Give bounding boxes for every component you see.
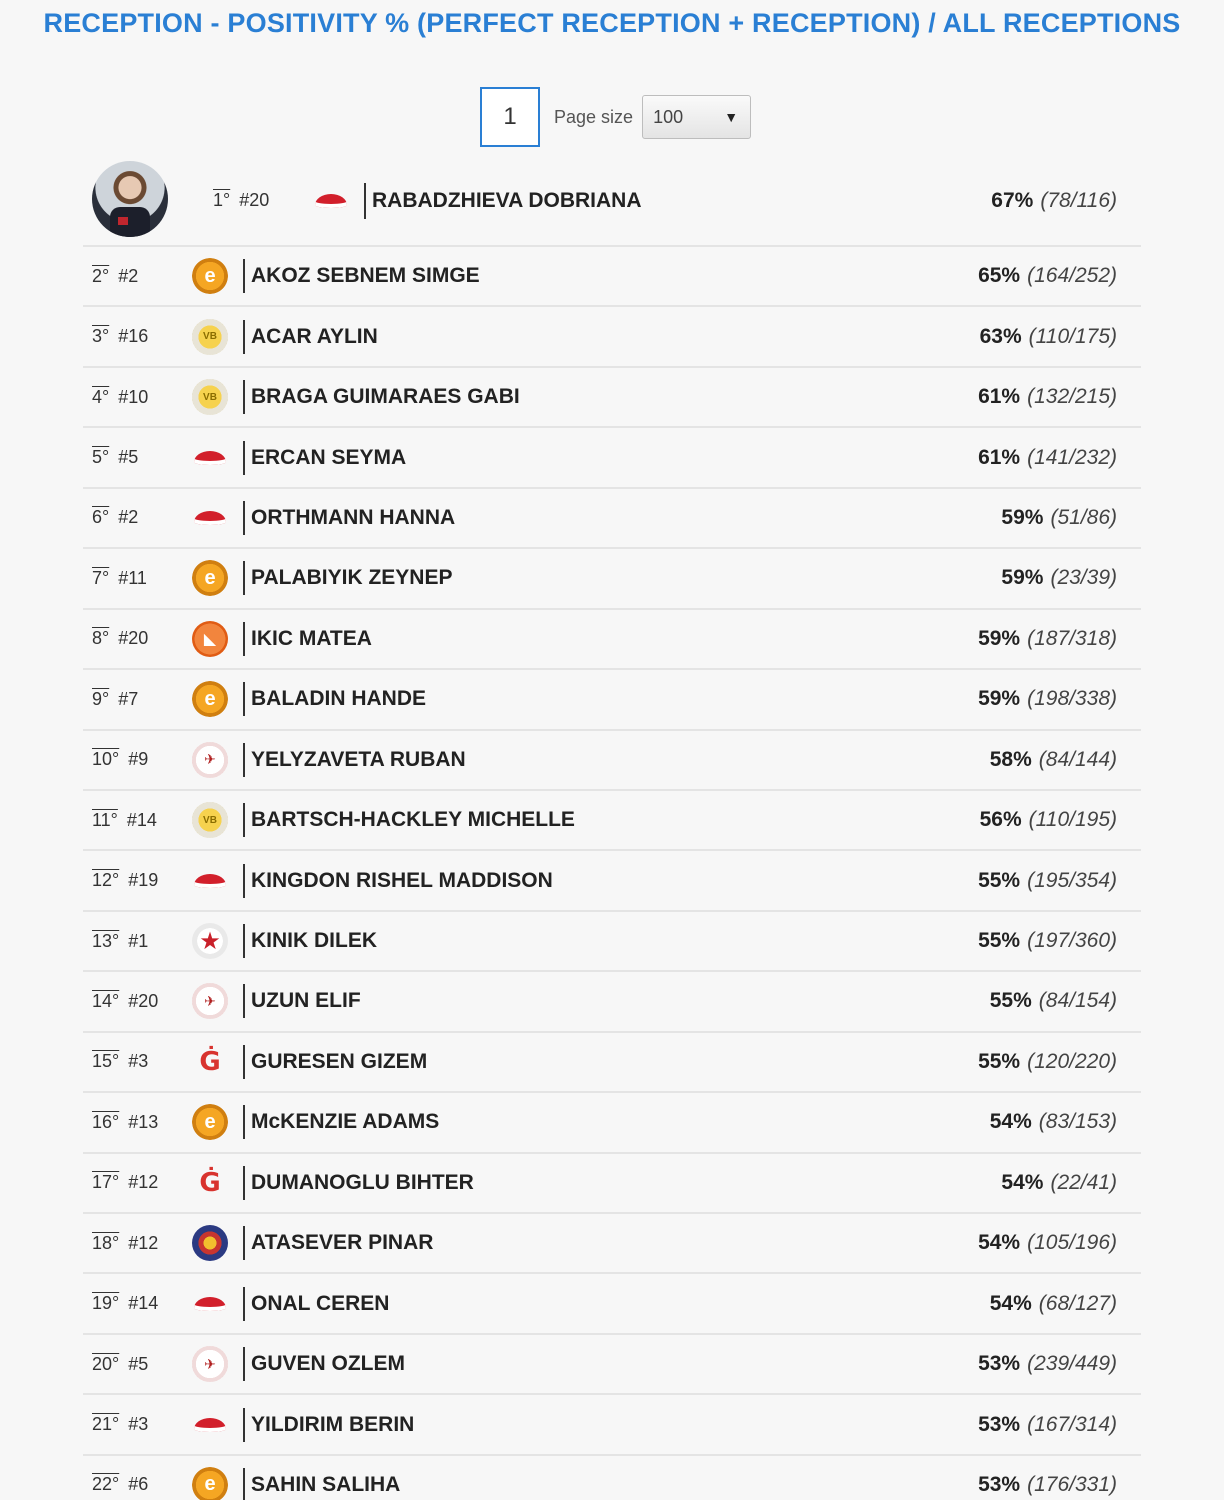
reception-ratio: (68/127) xyxy=(1038,1291,1117,1315)
jersey-number: #11 xyxy=(118,567,147,588)
rank-cell xyxy=(92,1274,158,1332)
rank-position: 9° xyxy=(92,688,110,709)
positivity-percent: 56% xyxy=(979,808,1022,832)
pager xyxy=(480,87,751,147)
team-logo-nilufer-icon[interactable]: ◣ xyxy=(192,621,228,657)
reception-ratio: (120/220) xyxy=(1027,1049,1117,1073)
rank-position: 7° xyxy=(92,567,110,588)
player-name-link[interactable]: RABADZHIEVA DOBRIANA xyxy=(364,156,642,245)
reception-ratio: (84/144) xyxy=(1038,747,1117,771)
rank-position: 21° xyxy=(92,1414,120,1435)
page-size-value: 100 xyxy=(653,106,684,127)
table-row[interactable] xyxy=(83,1033,1141,1093)
rank-position: 11° xyxy=(92,809,118,830)
stat-cell xyxy=(978,1214,1117,1272)
rank-position: 6° xyxy=(92,507,110,528)
player-name-link[interactable]: DUMANOGLU BIHTER xyxy=(243,1154,474,1212)
player-name-link[interactable]: YILDIRIM BERIN xyxy=(243,1395,414,1453)
player-name-link[interactable]: BARTSCH-HACKLEY MICHELLE xyxy=(243,791,575,849)
rank-position: 3° xyxy=(92,326,110,347)
rank-cell xyxy=(92,851,158,909)
jersey-number: #3 xyxy=(128,1414,149,1435)
positivity-percent: 54% xyxy=(989,1110,1032,1134)
rank-cell xyxy=(92,972,158,1030)
rank-cell xyxy=(92,610,148,668)
rank-position: 18° xyxy=(92,1232,120,1253)
table-row[interactable] xyxy=(83,1456,1141,1500)
page-size-label: Page size xyxy=(554,106,634,127)
team-logo-thy-icon[interactable] xyxy=(192,1286,228,1322)
jersey-number: #5 xyxy=(118,447,139,468)
team-logo-galatasaray-icon[interactable]: Ġ xyxy=(199,1046,221,1077)
page-number-button[interactable]: 1 xyxy=(480,87,540,147)
stat-cell xyxy=(978,851,1117,909)
jersey-number: #1 xyxy=(128,930,149,951)
stat-cell xyxy=(980,307,1117,365)
table-row[interactable] xyxy=(83,972,1141,1032)
rank-position: 5° xyxy=(92,447,110,468)
rank-cell xyxy=(213,156,269,245)
reception-ratio: (176/331) xyxy=(1027,1472,1117,1496)
reception-ratio: (78/116) xyxy=(1040,188,1117,212)
player-name-link[interactable]: SAHIN SALIHA xyxy=(243,1456,400,1500)
table-row[interactable] xyxy=(83,1154,1141,1214)
team-logo-thy-icon[interactable] xyxy=(313,183,349,219)
rank-cell xyxy=(92,1456,148,1500)
team-logo-vakifbank-icon[interactable]: VB xyxy=(192,319,228,355)
table-row[interactable] xyxy=(83,851,1141,911)
stat-cell xyxy=(978,610,1117,668)
rank-position: 15° xyxy=(92,1051,120,1072)
reception-ratio: (197/360) xyxy=(1027,929,1117,953)
player-name-link[interactable]: ONAL CEREN xyxy=(243,1274,389,1332)
jersey-graphic xyxy=(110,207,150,237)
jersey-number: #19 xyxy=(128,870,159,891)
jersey-number: #9 xyxy=(128,749,149,770)
stat-cell xyxy=(980,791,1117,849)
jersey-number: #20 xyxy=(118,628,149,649)
team-logo-aydin-icon[interactable]: ✈ xyxy=(192,742,228,778)
jersey-number: #14 xyxy=(128,1293,159,1314)
rank-position: 2° xyxy=(92,265,110,286)
reception-ratio: (51/86) xyxy=(1050,505,1117,529)
rank-cell xyxy=(92,1154,158,1212)
jersey-number: #12 xyxy=(128,1172,159,1193)
table-row[interactable] xyxy=(83,670,1141,730)
positivity-percent: 54% xyxy=(989,1291,1032,1315)
player-avatar[interactable] xyxy=(92,161,168,237)
team-logo-vakifbank-icon[interactable]: VB xyxy=(192,379,228,415)
team-logo-eczacibasi-icon[interactable]: e xyxy=(192,1104,228,1140)
reception-ratio: (198/338) xyxy=(1027,687,1117,711)
jersey-number: #14 xyxy=(126,809,157,830)
table-row[interactable] xyxy=(83,428,1141,488)
table-row[interactable] xyxy=(83,1093,1141,1153)
positivity-percent: 58% xyxy=(989,747,1032,771)
reception-ratio: (167/314) xyxy=(1027,1412,1117,1436)
stat-cell xyxy=(978,1456,1117,1500)
rank-position: 14° xyxy=(92,990,120,1011)
reception-ratio: (110/195) xyxy=(1028,808,1117,832)
jersey-number: #10 xyxy=(118,386,149,407)
stat-cell xyxy=(1001,489,1117,547)
positivity-percent: 59% xyxy=(978,626,1021,650)
positivity-percent: 53% xyxy=(978,1352,1021,1376)
caret-down-icon: ▼ xyxy=(724,109,739,125)
rank-position: 20° xyxy=(92,1353,120,1374)
positivity-percent: 53% xyxy=(978,1412,1021,1436)
table-row[interactable] xyxy=(83,1335,1141,1395)
jersey-number: #5 xyxy=(128,1353,149,1374)
table-row[interactable] xyxy=(83,247,1141,307)
stat-cell xyxy=(990,972,1117,1030)
jersey-number: #13 xyxy=(128,1111,159,1132)
rank-cell xyxy=(92,670,138,728)
rank-cell xyxy=(92,731,148,789)
positivity-percent: 61% xyxy=(978,385,1021,409)
team-logo-aydin-icon[interactable]: ✈ xyxy=(192,1346,228,1382)
rank-cell xyxy=(92,1214,158,1272)
stat-cell xyxy=(978,428,1117,486)
team-logo-karayollari-icon[interactable]: ★ xyxy=(192,923,228,959)
stat-cell xyxy=(991,156,1117,245)
rank-position: 10° xyxy=(92,749,120,770)
positivity-percent: 65% xyxy=(978,264,1021,288)
reception-ratio: (195/354) xyxy=(1027,868,1117,892)
rank-position: 22° xyxy=(92,1474,120,1495)
stat-cell xyxy=(978,912,1117,970)
positivity-percent: 55% xyxy=(978,1049,1021,1073)
rank-cell xyxy=(92,791,157,849)
rank-position: 1° xyxy=(213,190,231,210)
team-logo-eczacibasi-icon[interactable]: e xyxy=(192,560,228,596)
team-logo-eczacibasi-icon[interactable]: e xyxy=(192,1467,228,1500)
jersey-number: #6 xyxy=(128,1474,149,1495)
positivity-percent: 53% xyxy=(978,1472,1021,1496)
player-name-link[interactable]: ERCAN SEYMA xyxy=(243,428,406,486)
reception-ratio: (164/252) xyxy=(1027,264,1117,288)
player-name-link[interactable]: ATASEVER PINAR xyxy=(243,1214,433,1272)
reception-ratio: (132/215) xyxy=(1027,385,1117,409)
stat-cell xyxy=(978,1033,1117,1091)
rank-cell xyxy=(92,1395,148,1453)
team-logo-vakifbank-icon[interactable]: VB xyxy=(192,802,228,838)
page-title: RECEPTION - POSITIVITY % (PERFECT RECEPTION + RECEPTION) / ALL RECEPTIONS xyxy=(43,8,1181,38)
player-name-link[interactable]: ACAR AYLIN xyxy=(243,307,378,365)
rank-position: 12° xyxy=(92,870,120,891)
rank-position: 16° xyxy=(92,1111,120,1132)
rank-position: 13° xyxy=(92,930,120,951)
rank-cell xyxy=(92,912,148,970)
team-logo-eczacibasi-icon[interactable]: e xyxy=(192,258,228,294)
player-name-link[interactable]: BALADIN HANDE xyxy=(243,670,426,728)
player-name-link[interactable]: KINIK DILEK xyxy=(243,912,377,970)
rank-position: 19° xyxy=(92,1293,120,1314)
player-name-link[interactable]: BRAGA GUIMARAES GABI xyxy=(243,368,520,426)
jersey-number: #7 xyxy=(118,688,139,709)
table-row[interactable] xyxy=(83,791,1141,851)
player-name-link[interactable]: PALABIYIK ZEYNEP xyxy=(243,549,452,607)
rank-cell xyxy=(92,1093,158,1151)
reception-ratio: (84/154) xyxy=(1038,989,1117,1013)
player-name-link[interactable]: GUVEN OZLEM xyxy=(243,1335,405,1393)
player-name-link[interactable]: IKIC MATEA xyxy=(243,610,372,668)
rank-cell xyxy=(92,368,148,426)
player-name-link[interactable]: McKENZIE ADAMS xyxy=(243,1093,439,1151)
jersey-number: #16 xyxy=(118,326,149,347)
player-name-link[interactable]: UZUN ELIF xyxy=(243,972,361,1030)
positivity-percent: 61% xyxy=(978,445,1021,469)
stat-cell xyxy=(978,247,1117,305)
table-row[interactable] xyxy=(83,549,1141,609)
reception-ratio: (187/318) xyxy=(1027,626,1117,650)
jersey-number: #20 xyxy=(128,990,159,1011)
table-row[interactable] xyxy=(83,156,1141,247)
rank-cell xyxy=(92,1033,148,1091)
team-logo-thy-icon[interactable] xyxy=(192,863,228,899)
table-row[interactable] xyxy=(83,368,1141,428)
team-logo-bursa-icon[interactable]: ✺ xyxy=(192,1225,228,1261)
stat-cell xyxy=(1001,549,1117,607)
positivity-percent: 55% xyxy=(978,929,1021,953)
rank-cell xyxy=(92,549,147,607)
reception-ratio: (105/196) xyxy=(1027,1231,1117,1255)
reception-ratio: (239/449) xyxy=(1027,1352,1117,1376)
rank-cell xyxy=(92,247,138,305)
table-row[interactable] xyxy=(83,1395,1141,1455)
player-name-link[interactable]: GURESEN GIZEM xyxy=(243,1033,427,1091)
rank-cell xyxy=(92,1335,148,1393)
stat-cell xyxy=(990,1093,1117,1151)
positivity-percent: 59% xyxy=(1001,566,1044,590)
positivity-percent: 54% xyxy=(978,1231,1021,1255)
table-row[interactable] xyxy=(83,1214,1141,1274)
positivity-percent: 55% xyxy=(989,989,1032,1013)
ranking-table xyxy=(83,156,1141,1500)
jersey-number: #2 xyxy=(118,507,139,528)
jersey-number: #12 xyxy=(128,1232,159,1253)
rank-position: 8° xyxy=(92,628,110,649)
player-name-link[interactable]: AKOZ SEBNEM SIMGE xyxy=(243,247,480,305)
table-row[interactable] xyxy=(83,307,1141,367)
player-name-link[interactable]: ORTHMANN HANNA xyxy=(243,489,455,547)
jersey-number: #2 xyxy=(118,265,139,286)
stat-cell xyxy=(978,670,1117,728)
table-row[interactable] xyxy=(83,1274,1141,1334)
reception-ratio: (22/41) xyxy=(1050,1170,1117,1194)
rank-cell xyxy=(92,489,138,547)
team-logo-thy-icon[interactable] xyxy=(192,440,228,476)
positivity-percent: 54% xyxy=(1001,1170,1044,1194)
team-logo-aydin-icon[interactable]: ✈ xyxy=(192,983,228,1019)
player-name-link[interactable]: KINGDON RISHEL MADDISON xyxy=(243,851,553,909)
positivity-percent: 63% xyxy=(979,324,1022,348)
reception-ratio: (83/153) xyxy=(1038,1110,1117,1134)
stat-cell xyxy=(990,1274,1117,1332)
reception-ratio: (141/232) xyxy=(1027,445,1117,469)
rank-cell xyxy=(92,428,138,486)
reception-ratio: (23/39) xyxy=(1050,566,1117,590)
rank-position: 17° xyxy=(92,1172,120,1193)
team-logo-eczacibasi-icon[interactable]: e xyxy=(192,681,228,717)
stat-cell xyxy=(990,731,1117,789)
reception-ratio: (110/175) xyxy=(1028,324,1117,348)
table-row[interactable] xyxy=(83,610,1141,670)
table-row[interactable] xyxy=(83,489,1141,549)
jersey-number: #20 xyxy=(239,190,270,210)
positivity-percent: 55% xyxy=(978,868,1021,892)
positivity-percent: 59% xyxy=(1001,505,1044,529)
jersey-number: #3 xyxy=(128,1051,149,1072)
page-size-select[interactable] xyxy=(642,95,751,139)
rank-position: 4° xyxy=(92,386,110,407)
stat-cell xyxy=(1001,1154,1117,1212)
player-name-link[interactable]: YELYZAVETA RUBAN xyxy=(243,731,466,789)
team-logo-galatasaray-icon[interactable]: Ġ xyxy=(199,1167,221,1198)
rank-cell xyxy=(92,307,148,365)
team-logo-thy-icon[interactable] xyxy=(192,500,228,536)
team-logo-thy-icon[interactable] xyxy=(192,1407,228,1443)
table-row[interactable] xyxy=(83,731,1141,791)
stat-cell xyxy=(978,1335,1117,1393)
stat-cell xyxy=(978,368,1117,426)
stat-cell xyxy=(978,1395,1117,1453)
table-row[interactable] xyxy=(83,912,1141,972)
positivity-percent: 59% xyxy=(978,687,1021,711)
positivity-percent: 67% xyxy=(991,188,1034,212)
